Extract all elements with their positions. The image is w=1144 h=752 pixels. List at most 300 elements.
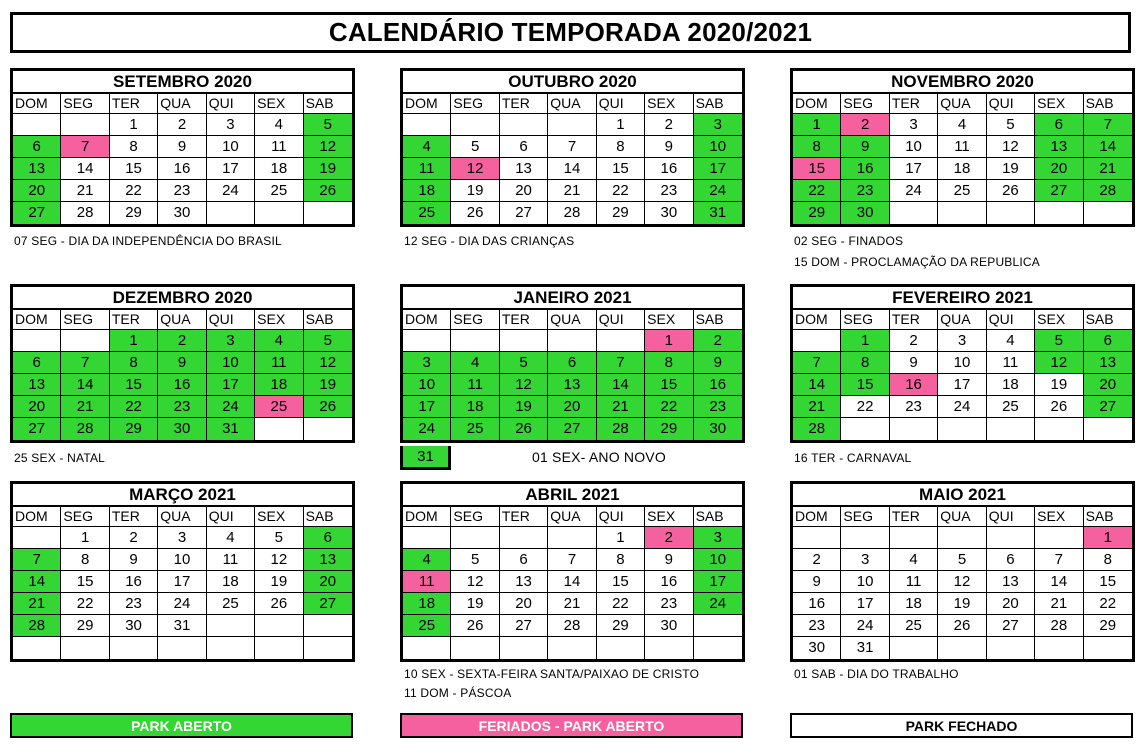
calendar-day: 22	[1099, 595, 1117, 612]
calendar-day: 5	[304, 330, 352, 351]
calendar-day: 28	[793, 418, 841, 440]
calendar-day: 2	[841, 114, 889, 135]
calendar-day: 27	[13, 418, 61, 440]
legend-park-fechado: PARK FECHADO	[790, 713, 1133, 738]
calendar-day: 11	[255, 136, 303, 157]
calendar-day: 29	[793, 202, 841, 224]
calendar-day: 7	[13, 549, 61, 570]
weekday-header-row	[13, 94, 352, 114]
month-title: ABRIL 2021	[403, 484, 742, 507]
calendar-day: 2	[890, 330, 938, 351]
month-title: NOVEMBRO 2020	[793, 71, 1132, 94]
calendar-day	[304, 418, 352, 440]
week-row	[13, 527, 352, 549]
calendar-day	[548, 637, 596, 659]
weekday-label: DOM	[13, 310, 61, 329]
calendar-day	[403, 330, 451, 351]
calendar-day	[938, 637, 986, 659]
calendar-day: 19	[304, 374, 352, 395]
calendar-day: 21	[548, 593, 596, 614]
calendar-day: 8	[645, 352, 693, 373]
calendar-day: 26	[451, 202, 499, 224]
weekday-label: SEG	[61, 94, 109, 113]
calendar-day: 20	[500, 593, 548, 614]
calendar-day: 20	[13, 396, 61, 417]
calendar-day: 3	[403, 352, 451, 373]
calendar-day: 16	[645, 571, 693, 592]
calendar-day: 19	[987, 158, 1035, 179]
week-row	[403, 114, 742, 136]
calendar-day	[548, 114, 596, 135]
weekday-label: DOM	[13, 94, 61, 113]
weekday-label: TER	[500, 94, 548, 113]
calendar-day: 31	[694, 202, 742, 224]
calendar-day: 21	[793, 396, 841, 417]
calendar-day: 30	[158, 202, 206, 224]
calendar-day	[841, 527, 889, 548]
calendar-day: 23	[158, 396, 206, 417]
holiday-note: 12 SEG - DIA DAS CRIANÇAS	[404, 234, 575, 248]
calendar-day	[1035, 527, 1083, 548]
week-row	[403, 330, 742, 352]
calendar-day: 19	[255, 571, 303, 592]
calendar-day: 28	[61, 418, 109, 440]
calendar-day	[61, 114, 109, 135]
holiday-note: 02 SEG - FINADOS	[794, 234, 904, 248]
calendar-day: 10	[841, 571, 889, 592]
weekday-label: TER	[500, 507, 548, 526]
calendar-outubro-2020	[400, 68, 745, 227]
calendar-day	[987, 637, 1035, 659]
calendar-day: 20	[304, 571, 352, 592]
calendar-day	[13, 637, 61, 659]
weekday-header-row	[403, 310, 742, 330]
weekday-label: SAB	[695, 508, 724, 524]
calendar-day: 3	[890, 114, 938, 135]
weekday-label: SAB	[695, 311, 724, 327]
calendar-day: 9	[793, 571, 841, 592]
calendar-day	[304, 615, 352, 636]
calendar-day: 22	[61, 593, 109, 614]
calendar-day: 24	[938, 396, 986, 417]
calendar-day: 18	[938, 158, 986, 179]
calendar-day: 13	[1035, 136, 1083, 157]
week-row	[793, 374, 1132, 396]
calendar-day: 27	[13, 202, 61, 224]
calendar-day: 21	[597, 396, 645, 417]
calendar-day: 11	[938, 136, 986, 157]
calendar-day	[500, 114, 548, 135]
calendar-day: 8	[61, 549, 109, 570]
calendar-day: 14	[793, 374, 841, 395]
calendar-day: 8	[793, 136, 841, 157]
week-row	[13, 374, 352, 396]
calendar-day: 16	[841, 158, 889, 179]
calendar-day	[890, 637, 938, 659]
calendar-day: 14	[1084, 136, 1132, 157]
calendar-day: 15	[597, 158, 645, 179]
week-row	[403, 637, 742, 659]
calendar-day: 26	[938, 615, 986, 636]
weekday-label: QUI	[987, 94, 1035, 113]
calendar-day: 17	[207, 374, 255, 395]
weekday-header-row	[793, 507, 1132, 527]
calendar-day: 22	[597, 593, 645, 614]
calendar-day: 17	[403, 396, 451, 417]
calendar-day: 3	[841, 549, 889, 570]
holiday-note: 01 SAB - DIA DO TRABALHO	[794, 667, 959, 681]
calendar-day: 22	[841, 396, 889, 417]
weekday-label: QUI	[597, 310, 645, 329]
calendar-day: 6	[548, 352, 596, 373]
week-row	[13, 180, 352, 202]
month-title: MARÇO 2021	[13, 484, 352, 507]
calendar-day: 6	[304, 527, 352, 548]
calendar-day: 7	[1084, 114, 1132, 135]
calendar-day	[1035, 202, 1083, 224]
calendar-day: 3	[938, 330, 986, 351]
calendar-day: 6	[500, 549, 548, 570]
calendar-day	[500, 330, 548, 351]
calendar-day: 2	[110, 527, 158, 548]
week-row	[403, 396, 742, 418]
calendar-day: 23	[645, 180, 693, 201]
calendar-day: 24	[694, 180, 742, 201]
month-title: SETEMBRO 2020	[13, 71, 352, 94]
calendar-day: 8	[110, 352, 158, 373]
weekday-header-row	[793, 94, 1132, 114]
calendar-day: 4	[987, 330, 1035, 351]
calendar-day	[304, 202, 352, 224]
calendar-day: 30	[110, 615, 158, 636]
calendar-day: 5	[500, 352, 548, 373]
calendar-day: 25	[987, 396, 1035, 417]
weekday-label: SEG	[451, 310, 499, 329]
weekday-label: TER	[110, 310, 158, 329]
calendar-day: 6	[500, 136, 548, 157]
week-row	[403, 180, 742, 202]
calendar-day	[645, 637, 693, 659]
week-row	[793, 571, 1132, 593]
calendar-day: 29	[645, 418, 693, 440]
weekday-label: SEX	[1035, 507, 1083, 526]
calendar-day: 13	[1084, 352, 1132, 373]
calendar-day: 3	[694, 527, 742, 548]
calendar-day: 28	[1035, 615, 1083, 636]
calendar-day	[841, 418, 889, 440]
weekday-label: DOM	[403, 310, 451, 329]
calendar-day: 16	[645, 158, 693, 179]
calendar-day	[500, 527, 548, 548]
calendar-day: 25	[890, 615, 938, 636]
week-row	[403, 549, 742, 571]
calendar-day: 15	[645, 374, 693, 395]
calendar-day: 23	[645, 593, 693, 614]
calendar-day: 13	[304, 549, 352, 570]
week-row	[403, 593, 742, 615]
weekday-label: QUA	[938, 310, 986, 329]
calendar-day: 24	[158, 593, 206, 614]
calendar-day: 6	[13, 352, 61, 373]
calendar-day	[13, 527, 61, 548]
calendar-day: 19	[451, 593, 499, 614]
weekday-label: SEG	[451, 94, 499, 113]
calendar-day: 15	[841, 374, 889, 395]
calendar-fevereiro-2021	[790, 284, 1135, 443]
calendar-day: 25	[938, 180, 986, 201]
calendar-day: 18	[451, 396, 499, 417]
weekday-label: SAB	[1085, 311, 1114, 327]
weekday-label: SAB	[1085, 95, 1114, 111]
weekday-label: DOM	[793, 310, 841, 329]
week-row	[13, 396, 352, 418]
calendar-day: 4	[255, 330, 303, 351]
calendar-day: 11	[403, 571, 451, 592]
calendar-day: 20	[987, 593, 1035, 614]
calendar-day: 18	[987, 374, 1035, 395]
calendar-day: 14	[61, 374, 109, 395]
calendar-day: 7	[793, 352, 841, 373]
holiday-note: 16 TER - CARNAVAL	[794, 451, 912, 465]
calendar-day	[13, 330, 61, 351]
calendar-day	[255, 615, 303, 636]
calendar-day: 5	[938, 549, 986, 570]
calendar-day: 1	[841, 330, 889, 351]
calendar-day: 4	[451, 352, 499, 373]
calendar-day: 13	[548, 374, 596, 395]
calendar-day: 9	[890, 352, 938, 373]
calendar-day: 3	[207, 114, 255, 135]
calendar-day: 21	[1084, 158, 1132, 179]
calendar-day: 26	[255, 593, 303, 614]
calendar-day: 5	[987, 114, 1035, 135]
weekday-label: SAB	[1085, 508, 1114, 524]
calendar-day	[207, 202, 255, 224]
weekday-header-row	[13, 310, 352, 330]
calendar-day: 13	[500, 571, 548, 592]
calendar-day: 5	[1035, 330, 1083, 351]
calendar-day: 23	[110, 593, 158, 614]
calendar-day: 9	[645, 136, 693, 157]
weekday-label: SEX	[645, 507, 693, 526]
weekday-label: QUI	[597, 507, 645, 526]
weekday-label: SEX	[255, 507, 303, 526]
week-row	[793, 202, 1132, 224]
weekday-label: QUA	[548, 310, 596, 329]
calendar-day: 27	[500, 615, 548, 636]
calendar-day	[694, 637, 742, 659]
weekday-label: SEX	[645, 310, 693, 329]
calendar-day: 25	[255, 396, 303, 417]
calendar-setembro-2020	[10, 68, 355, 227]
calendar-day: 1	[110, 114, 158, 135]
calendar-day: 26	[500, 418, 548, 440]
calendar-day: 8	[110, 136, 158, 157]
calendar-day-overflow: 31	[400, 446, 451, 470]
calendar-day: 16	[110, 571, 158, 592]
calendar-day: 4	[255, 114, 303, 135]
calendar-day	[890, 418, 938, 440]
calendar-dezembro-2020	[10, 284, 355, 443]
page-title: CALENDÁRIO TEMPORADA 2020/2021	[10, 12, 1131, 53]
weekday-label: QUI	[987, 310, 1035, 329]
weekday-label: DOM	[13, 507, 61, 526]
weekday-label: QUA	[158, 310, 206, 329]
week-row	[793, 527, 1132, 549]
calendar-day	[548, 527, 596, 548]
calendar-day: 22	[645, 396, 693, 417]
calendar-day: 4	[938, 114, 986, 135]
calendar-day: 3	[207, 330, 255, 351]
calendar-day: 2	[158, 330, 206, 351]
calendar-day: 9	[158, 136, 206, 157]
calendar-day: 12	[255, 549, 303, 570]
calendar-abril-2021	[400, 481, 745, 662]
calendar-day: 31	[158, 615, 206, 636]
month-title: MAIO 2021	[793, 484, 1132, 507]
week-row	[403, 571, 742, 593]
calendar-day: 17	[207, 158, 255, 179]
calendar-day: 1	[793, 114, 841, 135]
calendar-day: 24	[207, 396, 255, 417]
calendar-day: 30	[645, 615, 693, 636]
calendar-day: 17	[841, 593, 889, 614]
calendar-day: 10	[403, 374, 451, 395]
calendar-day	[1084, 637, 1132, 659]
weekday-label: TER	[110, 94, 158, 113]
calendar-day: 13	[500, 158, 548, 179]
calendar-day: 4	[403, 549, 451, 570]
month-title: JANEIRO 2021	[403, 287, 742, 310]
calendar-day: 10	[158, 549, 206, 570]
calendar-day: 10	[938, 352, 986, 373]
week-row	[793, 136, 1132, 158]
calendar-day: 12	[304, 352, 352, 373]
calendar-day	[255, 202, 303, 224]
holiday-note: 01 SEX- ANO NOVO	[532, 449, 666, 465]
calendar-day: 9	[694, 352, 742, 373]
calendar-day: 5	[255, 527, 303, 548]
calendar-day: 2	[158, 114, 206, 135]
calendar-day: 11	[403, 158, 451, 179]
calendar-day: 29	[597, 202, 645, 224]
calendar-day: 12	[1035, 352, 1083, 373]
calendar-day: 17	[890, 158, 938, 179]
calendar-day: 6	[987, 549, 1035, 570]
weekday-label: TER	[890, 310, 938, 329]
week-row	[403, 418, 742, 440]
legend-feriados: FERIADOS - PARK ABERTO	[400, 713, 743, 738]
calendar-day: 31	[207, 418, 255, 440]
calendar-day: 19	[1035, 374, 1083, 395]
week-row	[403, 158, 742, 180]
week-row	[13, 593, 352, 615]
weekday-header-row	[403, 94, 742, 114]
calendar-day: 16	[793, 593, 841, 614]
calendar-day: 11	[207, 549, 255, 570]
calendar-day: 14	[548, 571, 596, 592]
calendar-day: 27	[500, 202, 548, 224]
calendar-day: 14	[13, 571, 61, 592]
calendar-day: 1	[1084, 527, 1132, 548]
calendar-day: 28	[597, 418, 645, 440]
calendar-day: 26	[304, 180, 352, 201]
calendar-day: 20	[1084, 374, 1132, 395]
calendar-day: 5	[451, 549, 499, 570]
calendar-day: 2	[694, 330, 742, 351]
calendar-day: 5	[451, 136, 499, 157]
weekday-label: QUI	[207, 94, 255, 113]
weekday-label: SAB	[305, 508, 334, 524]
weekday-label: QUA	[938, 507, 986, 526]
calendar-day: 28	[548, 202, 596, 224]
weekday-label: QUI	[987, 507, 1035, 526]
calendar-day: 12	[500, 374, 548, 395]
calendar-day: 23	[158, 180, 206, 201]
calendar-day	[694, 615, 742, 636]
weekday-label: SEG	[841, 507, 889, 526]
week-row	[403, 202, 742, 224]
weekday-label: QUA	[158, 94, 206, 113]
calendar-day: 16	[694, 374, 742, 395]
month-title: DEZEMBRO 2020	[13, 287, 352, 310]
calendar-day: 14	[597, 374, 645, 395]
weekday-label: TER	[500, 310, 548, 329]
calendar-day: 15	[110, 158, 158, 179]
calendar-day: 10	[694, 549, 742, 570]
calendar-day: 16	[890, 374, 938, 395]
calendar-day	[938, 202, 986, 224]
week-row	[13, 330, 352, 352]
calendar-day: 12	[987, 136, 1035, 157]
calendar-day	[61, 330, 109, 351]
calendar-day: 12	[938, 571, 986, 592]
calendar-day	[207, 637, 255, 659]
calendar-day: 8	[1103, 551, 1112, 568]
calendar-day: 26	[304, 396, 352, 417]
calendar-day: 23	[841, 180, 889, 201]
calendar-day: 14	[548, 158, 596, 179]
calendar-day: 28	[13, 615, 61, 636]
calendar-day: 23	[890, 396, 938, 417]
calendar-marco-2021	[10, 481, 355, 662]
calendar-day: 20	[500, 180, 548, 201]
calendar-day: 29	[110, 202, 158, 224]
calendar-day: 22	[110, 396, 158, 417]
calendar-day: 8	[597, 549, 645, 570]
weekday-label: SEG	[841, 310, 889, 329]
week-row	[793, 549, 1132, 571]
calendar-day: 27	[1035, 180, 1083, 201]
calendar-day	[110, 637, 158, 659]
week-row	[793, 396, 1132, 418]
calendar-day: 6	[1035, 114, 1083, 135]
calendar-day: 13	[987, 571, 1035, 592]
calendar-day	[403, 637, 451, 659]
weekday-label: SEX	[1035, 94, 1083, 113]
calendar-day	[61, 637, 109, 659]
calendar-day	[207, 615, 255, 636]
week-row	[403, 615, 742, 637]
calendar-day: 12	[451, 571, 499, 592]
calendar-day: 19	[304, 158, 352, 179]
calendar-day: 7	[61, 352, 109, 373]
weekday-label: SEX	[1035, 310, 1083, 329]
calendar-day: 9	[158, 352, 206, 373]
weekday-header-row	[13, 507, 352, 527]
calendar-day: 15	[61, 571, 109, 592]
weekday-label: QUI	[207, 507, 255, 526]
